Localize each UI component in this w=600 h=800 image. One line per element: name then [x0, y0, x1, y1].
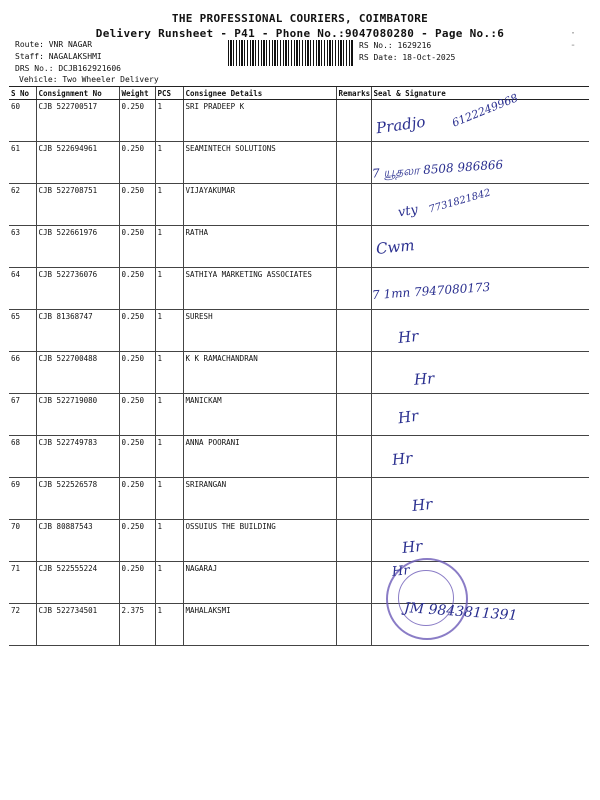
weight-cell: 0.250: [119, 352, 155, 394]
document-title: THE PROFESSIONAL COURIERS, COIMBATORE: [171, 12, 429, 25]
weight-cell: 0.250: [119, 268, 155, 310]
handwritten-note: 7 யூதலா 8508 986866: [371, 157, 504, 181]
table-row: [9, 184, 589, 226]
vehicle-label: Vehicle: Two Wheeler Delivery: [19, 75, 159, 84]
serial-number-cell: 66: [9, 352, 36, 394]
handwritten-note: Hr: [413, 369, 435, 389]
consignee-cell: ANNA POORANI: [183, 436, 336, 478]
weight-cell: 2.375: [119, 604, 155, 646]
consignment-number-cell: CJB 522734501: [36, 604, 119, 646]
weight-cell: 0.250: [119, 478, 155, 520]
remarks-cell: [336, 100, 371, 142]
pieces-cell: 1: [155, 520, 183, 562]
consignment-number-cell: CJB 522661976: [36, 226, 119, 268]
serial-number-cell: 60: [9, 100, 36, 142]
weight-cell: 0.250: [119, 520, 155, 562]
handwritten-note: Hr: [391, 563, 411, 580]
column-header: PCS: [155, 87, 183, 100]
weight-cell: 0.250: [119, 226, 155, 268]
handwritten-note: JM 9843811391: [403, 600, 518, 624]
consignee-cell: MANICKAM: [183, 394, 336, 436]
column-header: Seal & Signature: [371, 87, 589, 100]
serial-number-cell: 68: [9, 436, 36, 478]
weight-cell: 0.250: [119, 310, 155, 352]
drs-label: DRS No.: DCJB162921606: [15, 64, 121, 73]
consignee-cell: SATHIYA MARKETING ASSOCIATES: [183, 268, 336, 310]
weight-cell: 0.250: [119, 100, 155, 142]
remarks-cell: [336, 184, 371, 226]
signature-cell: [371, 478, 589, 520]
consignee-cell: SEAMINTECH SOLUTIONS: [183, 142, 336, 184]
weight-cell: 0.250: [119, 562, 155, 604]
consignment-number-cell: CJB 522749783: [36, 436, 119, 478]
serial-number-cell: 69: [9, 478, 36, 520]
pieces-cell: 1: [155, 562, 183, 604]
handwritten-note: Hr: [396, 406, 420, 428]
remarks-cell: [336, 142, 371, 184]
weight-cell: 0.250: [119, 394, 155, 436]
remarks-cell: [336, 562, 371, 604]
column-header: Consignee Details: [183, 87, 336, 100]
remarks-cell: [336, 226, 371, 268]
weight-cell: 0.250: [119, 184, 155, 226]
remarks-cell: [336, 352, 371, 394]
serial-number-cell: 63: [9, 226, 36, 268]
remarks-cell: [336, 394, 371, 436]
table-row: [9, 436, 589, 478]
table-row: [9, 520, 589, 562]
rs-date: RS Date: 18-Oct-2025: [359, 53, 456, 62]
consignee-cell: SURESH: [183, 310, 336, 352]
remarks-cell: [336, 310, 371, 352]
margin-mark: -: [570, 40, 577, 51]
consignment-number-cell: CJB 522736076: [36, 268, 119, 310]
remarks-cell: [336, 478, 371, 520]
table-row: [9, 394, 589, 436]
handwritten-note: Pradjo: [374, 112, 427, 138]
handwritten-note: Hr: [401, 536, 424, 558]
column-header: Remarks: [336, 87, 371, 100]
handwritten-note: Cwm: [375, 236, 416, 258]
consignee-cell: RATHA: [183, 226, 336, 268]
handwritten-note: Hr: [411, 494, 434, 516]
serial-number-cell: 64: [9, 268, 36, 310]
pieces-cell: 1: [155, 436, 183, 478]
column-header: Consignment No: [36, 87, 119, 100]
pieces-cell: 1: [155, 142, 183, 184]
handwritten-note: 6122249968: [450, 91, 520, 130]
pieces-cell: 1: [155, 478, 183, 520]
consignee-cell: MAHALAKSMI: [183, 604, 336, 646]
consignee-cell: SRI PRADEEP K: [183, 100, 336, 142]
document-subtitle: Delivery Runsheet - P41 - Phone No.:9047080280 - Page No.:6: [95, 27, 505, 40]
pieces-cell: 1: [155, 310, 183, 352]
table-row: [9, 352, 589, 394]
table-row: [9, 268, 589, 310]
remarks-cell: [336, 436, 371, 478]
handwritten-note: vty: [396, 202, 420, 221]
consignment-number-cell: CJB 522526578: [36, 478, 119, 520]
consignment-number-cell: CJB 522694961: [36, 142, 119, 184]
column-header: Weight: [119, 87, 155, 100]
remarks-cell: [336, 520, 371, 562]
consignee-cell: NAGARAJ: [183, 562, 336, 604]
handwritten-note: Hr: [391, 448, 414, 470]
margin-mark: ·: [570, 28, 577, 39]
table-row: [9, 562, 589, 604]
signature-cell: [371, 352, 589, 394]
consignee-cell: OSSUIUS THE BUILDING: [183, 520, 336, 562]
staff-label: Staff: NAGALAKSHMI: [15, 52, 102, 61]
pieces-cell: 1: [155, 268, 183, 310]
table-row: [9, 310, 589, 352]
consignee-cell: SRIRANGAN: [183, 478, 336, 520]
remarks-cell: [336, 268, 371, 310]
pieces-cell: 1: [155, 394, 183, 436]
column-header: S No: [9, 87, 36, 100]
handwritten-note: 7 1mn 7947080173: [371, 279, 491, 303]
remarks-cell: [336, 604, 371, 646]
pieces-cell: 1: [155, 226, 183, 268]
serial-number-cell: 72: [9, 604, 36, 646]
handwritten-note: 7731821842: [427, 187, 492, 216]
table-row: [9, 226, 589, 268]
serial-number-cell: 62: [9, 184, 36, 226]
pieces-cell: 1: [155, 604, 183, 646]
consignment-number-cell: CJB 81368747: [36, 310, 119, 352]
weight-cell: 0.250: [119, 142, 155, 184]
pieces-cell: 1: [155, 184, 183, 226]
consignment-number-cell: CJB 522700517: [36, 100, 119, 142]
consignment-number-cell: CJB 80887543: [36, 520, 119, 562]
serial-number-cell: 65: [9, 310, 36, 352]
consignee-cell: K K RAMACHANDRAN: [183, 352, 336, 394]
barcode: [228, 40, 354, 66]
consignment-number-cell: CJB 522719080: [36, 394, 119, 436]
serial-number-cell: 67: [9, 394, 36, 436]
serial-number-cell: 61: [9, 142, 36, 184]
serial-number-cell: 71: [9, 562, 36, 604]
consignee-cell: VIJAYAKUMAR: [183, 184, 336, 226]
consignment-number-cell: CJB 522555224: [36, 562, 119, 604]
handwritten-note: Hr: [397, 326, 420, 348]
table-body: [9, 100, 589, 646]
table-row: [9, 478, 589, 520]
route-label: Route: VNR NAGAR: [15, 40, 93, 49]
pieces-cell: 1: [155, 352, 183, 394]
rs-number: RS No.: 1629216: [359, 41, 432, 50]
serial-number-cell: 70: [9, 520, 36, 562]
weight-cell: 0.250: [119, 436, 155, 478]
consignment-number-cell: CJB 522700488: [36, 352, 119, 394]
consignment-number-cell: CJB 522708751: [36, 184, 119, 226]
pieces-cell: 1: [155, 100, 183, 142]
